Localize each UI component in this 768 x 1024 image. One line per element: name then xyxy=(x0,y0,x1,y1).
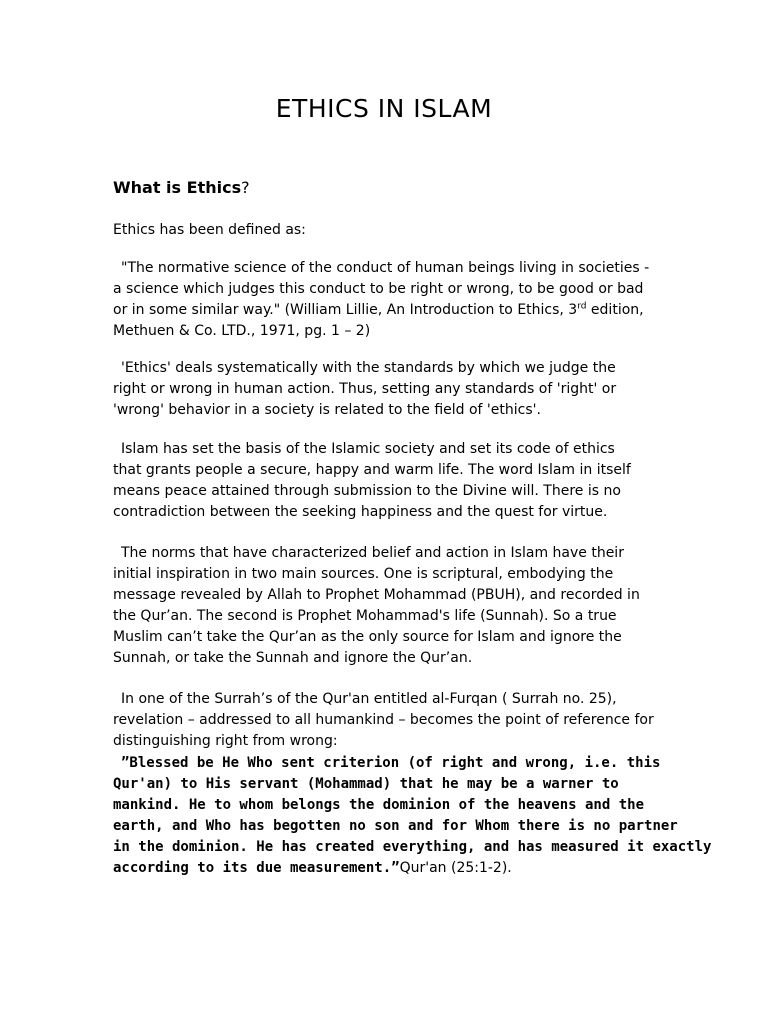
furqan-paragraph xyxy=(113,689,658,752)
paragraph-line: Muslim can’t take the Qur’an as the only source for Islam and ignore the xyxy=(113,629,622,645)
paragraph-line: right or wrong in human action. Thus, setting any standards of 'right' or xyxy=(113,381,617,397)
quote-line: Qur'an) to His servant (Mohammad) that he may be a warner to xyxy=(113,776,619,792)
definition-line-end: edition, xyxy=(586,302,644,318)
paragraph-line: In one of the Surrah’s of the Qur'an entitled al-Furqan ( Surrah no. 25), xyxy=(121,691,617,707)
paragraph-line: 'wrong' behavior in a society is related to the field of 'ethics'. xyxy=(113,402,541,418)
definition-line: Methuen & Co. LTD., 1971, pg. 1 – 2) xyxy=(113,323,371,339)
quote-line-text: according to its due measurement.” xyxy=(113,860,400,876)
paragraph-line: the Qur’an. The second is Prophet Mohammad's life (Sunnah). So a true xyxy=(113,608,617,624)
quote-line: mankind. He to whom belongs the dominion of the heavens and the xyxy=(113,797,645,813)
paragraph-line: The norms that have characterized belief and action in Islam have their xyxy=(121,545,624,561)
section-heading xyxy=(113,178,250,197)
definition-line: "The normative science of the conduct of human beings living in societies - xyxy=(121,260,650,276)
quote-line: in the dominion. He has created everything, and has measured it exactly xyxy=(113,839,712,855)
document-title: ETHICS IN ISLAM xyxy=(275,94,493,123)
definition-line xyxy=(113,300,658,321)
norms-paragraph xyxy=(113,543,658,669)
quran-quote xyxy=(113,753,712,879)
intro-paragraph xyxy=(113,220,658,241)
definition-line: a science which judges this conduct to be right or wrong, to be good or bad xyxy=(113,281,644,297)
definition-paragraph xyxy=(113,258,658,342)
quote-last-line xyxy=(113,858,658,879)
paragraph-line: means peace attained through submission to the Divine will. There is no xyxy=(113,483,621,499)
paragraph-line: that grants people a secure, happy and warm life. The word Islam in itself xyxy=(113,462,631,478)
ordinal-suffix: rd xyxy=(577,301,587,312)
quote-citation: Qur'an (25:1-2). xyxy=(399,860,512,876)
paragraph-line: revelation – addressed to all humankind – becomes the point of reference for xyxy=(113,712,654,728)
paragraph-line: Islam has set the basis of the Islamic society and set its code of ethics xyxy=(121,441,615,457)
paragraph-line: Sunnah, or take the Sunnah and ignore the Qur’an. xyxy=(113,650,473,666)
paragraph-line: 'Ethics' deals systematically with the standards by which we judge the xyxy=(121,360,616,376)
ethics-paragraph xyxy=(113,358,658,421)
section-heading-mark: ? xyxy=(241,178,250,197)
section-heading-text: What is Ethics xyxy=(113,178,242,197)
paragraph-line: initial inspiration in two main sources. One is scriptural, embodying the xyxy=(113,566,614,582)
paragraph-line: message revealed by Allah to Prophet Mohammad (PBUH), and recorded in xyxy=(113,587,640,603)
intro-line: Ethics has been defined as: xyxy=(113,222,306,238)
islam-paragraph xyxy=(113,439,658,523)
quote-line: ”Blessed be He Who sent criterion (of right and wrong, i.e. this xyxy=(121,755,661,771)
definition-line-text: or in some similar way." (William Lillie, An Introduction to Ethics, 3 xyxy=(113,302,578,318)
quote-line: earth, and Who has begotten no son and for Whom there is no partner xyxy=(113,818,678,834)
paragraph-line: distinguishing right from wrong: xyxy=(113,733,338,749)
paragraph-line: contradiction between the seeking happiness and the quest for virtue. xyxy=(113,504,608,520)
